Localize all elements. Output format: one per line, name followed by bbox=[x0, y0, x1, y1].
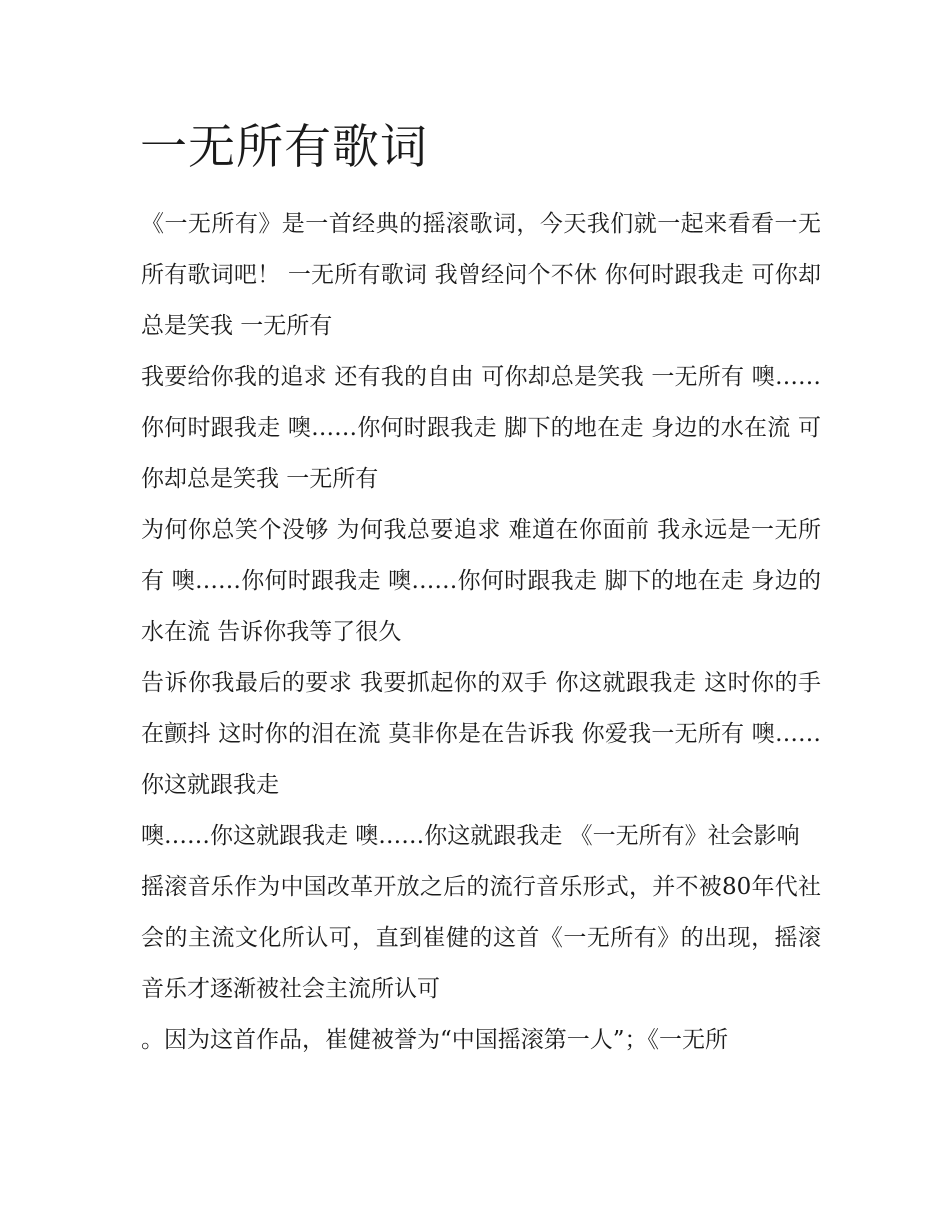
paragraph-lyrics-verse-3: 告诉你我最后的要求 我要抓起你的双手 你这就跟我走 这时你的手在颤抖 这时你的泪在流 莫非你是在告诉我 你爱我一无所有 噢……你这就跟我走 bbox=[141, 670, 821, 798]
paragraph-social-impact: 摇滚音乐作为中国改革开放之后的流行音乐形式，并不被80年代社会的主流文化所认可，直到崔健的这首《一无所有》的出现，摇滚音乐才逐渐被社会主流所认可 bbox=[141, 874, 821, 1002]
paragraph-intro-lyrics: 《一无所有》是一首经典的摇滚歌词，今天我们就一起来看看一无所有歌词吧！ 一无所有歌词 我曾经问个不休 你何时跟我走 可你却总是笑我 一无所有 bbox=[141, 211, 821, 339]
paragraph-social-impact-continued: 。因为这首作品，崔健被誉为“中国摇滚第一人”；《一无所 bbox=[141, 1027, 729, 1053]
document-title: 一无所有歌词 bbox=[140, 120, 428, 175]
paragraph-lyrics-verse-1: 我要给你我的追求 还有我的自由 可你却总是笑我 一无所有 噢……你何时跟我走 噢……你何时跟我走 脚下的地在走 身边的水在流 可你却总是笑我 一无所有 bbox=[141, 364, 821, 492]
document-body bbox=[141, 199, 821, 1066]
paragraph-lyrics-verse-2: 为何你总笑个没够 为何我总要追求 难道在你面前 我永远是一无所有 噢……你何时跟我走 噢……你何时跟我走 脚下的地在走 身边的水在流 告诉你我等了很久 bbox=[141, 517, 821, 645]
paragraph-lyrics-ending: 噢……你这就跟我走 噢……你这就跟我走 《一无所有》社会影响 bbox=[141, 823, 800, 849]
